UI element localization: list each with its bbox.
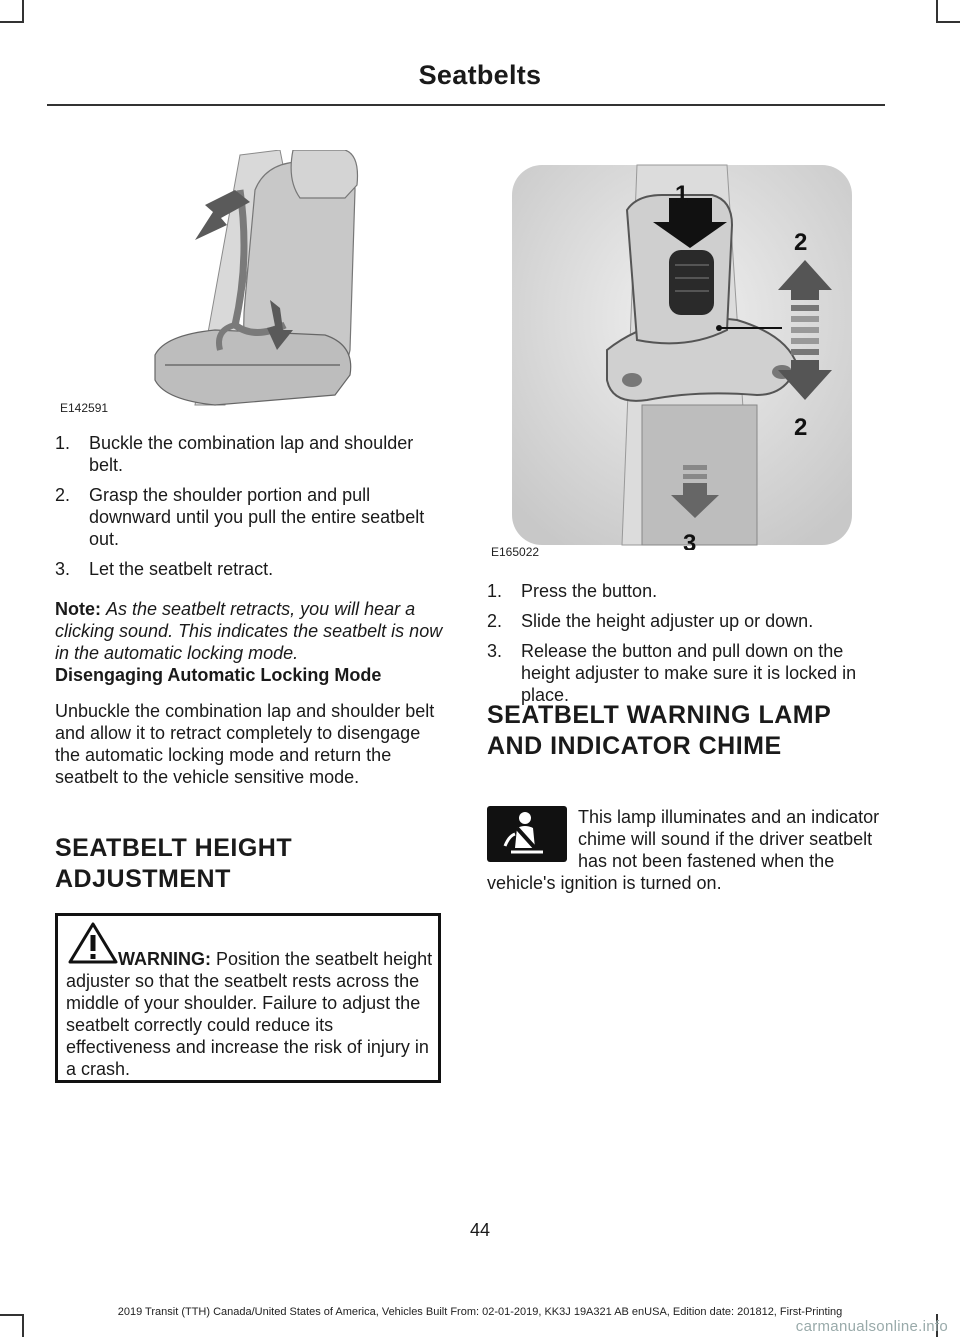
figure-code: E165022	[491, 545, 540, 559]
step-number: 3.	[487, 641, 503, 661]
crop-mark	[936, 0, 938, 23]
list-item	[487, 610, 879, 632]
crop-mark	[0, 21, 22, 23]
note-text: As the seatbelt retracts, you will hear a clicking sound. This indicates the seatbelt is now in the automatic locking mode.	[55, 599, 443, 663]
note-paragraph	[55, 598, 447, 664]
heading-line: AND INDICATOR CHIME	[487, 732, 782, 760]
list-item	[487, 640, 879, 706]
header-divider	[47, 104, 885, 106]
step-text: Let the seatbelt retract.	[89, 559, 274, 579]
warning-box	[55, 913, 441, 1083]
step-number: 2.	[487, 611, 503, 631]
callout-2-top: 2	[794, 229, 808, 256]
warning-lamp-text	[487, 806, 882, 894]
seat-illustration	[55, 150, 447, 415]
note-label: Note:	[55, 599, 101, 619]
warning-label: WARNING:	[118, 949, 211, 969]
callout-3: 3	[683, 530, 697, 550]
footer-text: 2019 Transit (TTH) Canada/United States of America, Vehicles Built From: 02-01-2019, KK3J 19A321 AB enUSA, Edition date: 201812, First-Printing	[117, 1306, 843, 1318]
step-text: Release the button and pull down on the height adjuster to make sure it is locked in place.	[521, 641, 857, 705]
step-number: 1.	[487, 581, 503, 601]
figure-code: E142591	[60, 401, 109, 415]
callout-1: 1	[675, 181, 689, 208]
warning-body: Position the seatbelt height adjuster so that the seatbelt rests across the middle of your shoulder. Failure to adjust the seatbelt correctly could reduce its effectiveness and increase the risk of injury in a crash.	[66, 949, 433, 1079]
disengage-text: Unbuckle the combination lap and shoulder belt and allow it to retract completely to disengage the automatic locking mode and return the seatbelt to the vehicle sensitive mode.	[55, 701, 435, 787]
heading-line: SEATBELT HEIGHT	[55, 834, 293, 862]
crop-mark	[938, 21, 960, 23]
callout-2-bottom: 2	[794, 414, 808, 441]
step-number: 2.	[55, 485, 71, 505]
heading-line: SEATBELT WARNING LAMP	[487, 701, 832, 729]
list-item	[55, 484, 447, 550]
list-item	[487, 580, 879, 602]
page-title: Seatbelts	[418, 60, 542, 90]
step-number: 3.	[55, 559, 71, 579]
lamp-text-body: This lamp illuminates and an indicator chime will sound if the driver seatbelt has not been fastened when the vehicle's ignition is turned on.	[487, 807, 880, 893]
buckle-steps-list	[55, 432, 447, 588]
list-item	[55, 558, 447, 580]
step-text: Buckle the combination lap and shoulder belt.	[89, 433, 414, 475]
warning-lamp-heading	[487, 700, 907, 762]
step-text: Press the button.	[521, 581, 658, 601]
disengage-heading: Disengaging Automatic Locking Mode	[55, 665, 382, 685]
step-text: Slide the height adjuster up or down.	[521, 611, 814, 631]
warning-text	[66, 948, 438, 1080]
step-number: 1.	[55, 433, 71, 453]
crop-mark	[22, 0, 24, 23]
page-number: 44	[469, 1220, 491, 1240]
list-item	[55, 432, 447, 476]
step-text: Grasp the shoulder portion and pull downward until you pull the entire seatbelt out.	[89, 485, 425, 549]
watermark: carmanualsonline.info	[795, 1318, 948, 1335]
height-adjuster-illustration	[487, 150, 879, 550]
adjust-steps-list	[487, 580, 879, 714]
heading-line: ADJUSTMENT	[55, 865, 231, 893]
height-adjustment-heading	[55, 833, 447, 895]
